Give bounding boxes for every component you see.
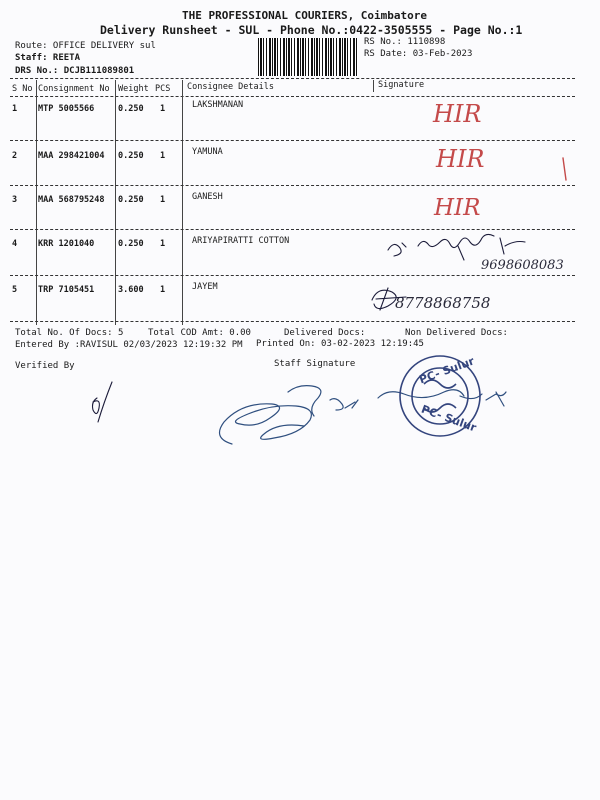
route-label: Route: OFFICE DELIVERY sul: [15, 41, 156, 51]
rs-date: RS Date: 03-Feb-2023: [364, 49, 473, 59]
row-consignee: JAYEM: [192, 282, 218, 292]
row-consignment: MAA 298421004: [38, 151, 105, 161]
col-header-signature: Signature: [378, 80, 425, 90]
staff-signature-label: Staff Signature: [274, 359, 356, 369]
handwritten-phone: 8778868758: [395, 294, 491, 312]
scribble-signature: [372, 288, 406, 310]
row-consignment: KRR 1201040: [38, 239, 95, 249]
staff-label: Staff: REETA: [15, 53, 81, 63]
row-sno: 5: [12, 285, 18, 295]
total-cod: Total COD Amt: 0.00: [148, 328, 251, 338]
staff-signature-flourish: [378, 390, 506, 406]
row-consignment: TRP 7105451: [38, 285, 95, 295]
row-consignment: MAA 568795248: [38, 195, 105, 205]
row-pcs: 1: [160, 239, 166, 249]
scribble-signature: [388, 234, 525, 260]
row-weight: 0.250: [118, 195, 144, 205]
document-subtitle: Delivery Runsheet - SUL - Phone No.:0422-3505555 - Page No.:1: [100, 23, 523, 37]
col-header-pcs: PCS: [155, 84, 171, 94]
rs-number: RS No.: 1110898: [364, 37, 446, 47]
row-weight: 0.250: [118, 239, 144, 249]
col-header-sno: S No: [12, 84, 33, 94]
row-consignee: ARIYAPIRATTI COTTON: [192, 236, 290, 246]
total-docs: Total No. Of Docs: 5: [15, 328, 124, 338]
col-header-consignment: Consignment No: [38, 84, 110, 94]
handwritten-signature: HIR: [436, 145, 485, 173]
verified-by-label: Verified By: [15, 361, 75, 371]
drs-number: DRS No.: DCJB111089801: [15, 66, 135, 76]
row-sno: 1: [12, 104, 18, 114]
printed-on: Printed On: 03-02-2023 12:19:45: [256, 339, 424, 349]
row-weight: 0.250: [118, 104, 144, 114]
tick-mark: [563, 158, 566, 180]
row-sno: 3: [12, 195, 18, 205]
col-header-weight: Weight: [118, 84, 149, 94]
row-pcs: 1: [160, 285, 166, 295]
delivered-docs: Delivered Docs:: [284, 328, 366, 338]
verified-mark: [93, 382, 113, 422]
row-pcs: 1: [160, 104, 166, 114]
row-weight: 3.600: [118, 285, 144, 295]
row-pcs: 1: [160, 151, 166, 161]
row-pcs: 1: [160, 195, 166, 205]
stamp-text-bottom: PC- Sulur: [419, 402, 479, 435]
handwritten-signature: HIR: [434, 195, 481, 221]
row-consignee: LAKSHMANAN: [192, 100, 244, 110]
row-consignment: MTP 5005566: [38, 104, 95, 114]
row-sno: 4: [12, 239, 18, 249]
col-header-consignee: Consignee Details: [187, 82, 274, 92]
row-sno: 2: [12, 151, 18, 161]
row-consignee: GANESH: [192, 192, 223, 202]
row-weight: 0.250: [118, 151, 144, 161]
staff-signature: [220, 386, 359, 444]
row-consignee: YAMUNA: [192, 147, 223, 157]
entered-by: Entered By :RAVISUL 02/03/2023 12:19:32 PM: [15, 340, 243, 350]
stamp-text-top: PC- Sulur: [417, 354, 477, 387]
document-title: THE PROFESSIONAL COURIERS, Coimbatore: [182, 9, 428, 22]
handwritten-phone: 9698608083: [481, 258, 564, 273]
non-delivered-docs: Non Delivered Docs:: [405, 328, 508, 338]
handwritten-signature: HIR: [433, 100, 482, 128]
